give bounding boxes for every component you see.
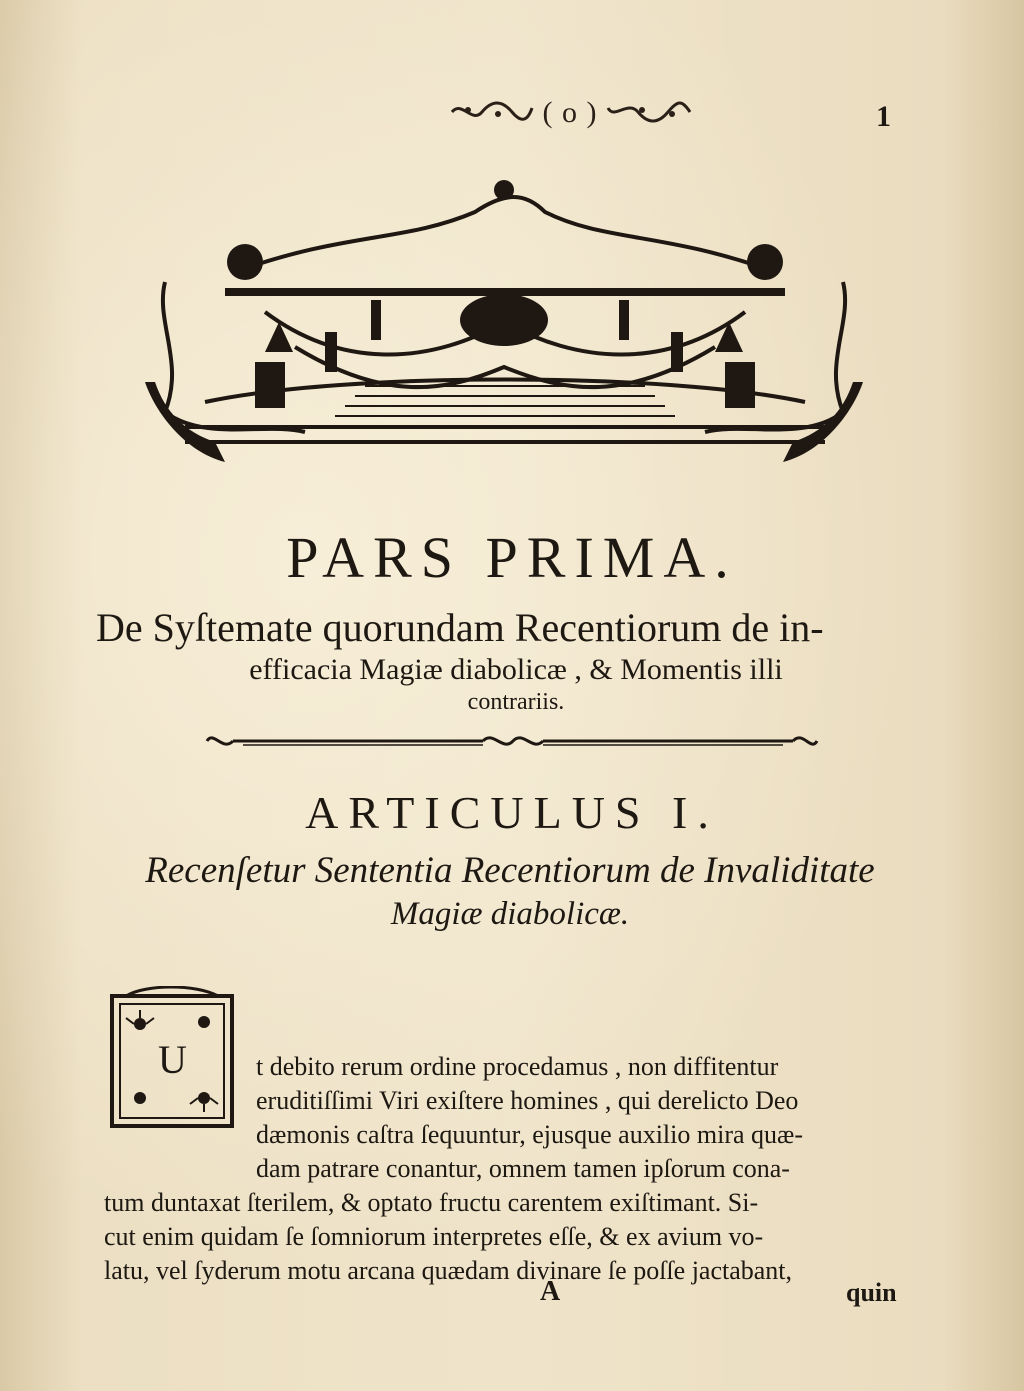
body-line: latu, vel ſyderum motu arcana quædam divinare ſe poſſe jactabant, (104, 1256, 793, 1285)
body-line: eruditiſſimi Viri exiſtere homines , qui derelicto Deo (256, 1086, 799, 1115)
ornamental-divider-icon (203, 726, 821, 756)
subtitle-line-3: contrariis. (467, 689, 565, 715)
page-marker (448, 96, 692, 132)
body-line: tum duntaxat ſterilem, & optato fructu carentem exiſtimant. Si- (104, 1188, 759, 1217)
part-title: PARS PRIMA. (286, 525, 738, 590)
page-marker-text: ( o ) (542, 96, 598, 129)
body-line: t debito rerum ordine procedamus , non diffitentur (256, 1052, 779, 1081)
article-heading: ARTICULUS I. (305, 787, 719, 838)
body-line: dam patrare conantur, omnem tamen ipſorum cona- (256, 1154, 790, 1183)
part-subtitle (96, 604, 936, 717)
body-line: cut enim quidam ſe ſomniorum interpretes eſſe, & ex avium vo- (104, 1222, 764, 1251)
subtitle-line-2: efficacia Magiæ diabolicæ , & Momentis illi (249, 653, 783, 686)
article-subheading-line-1: Recenſetur Sententia Recentiorum de Invaliditate (145, 850, 875, 891)
fleuron-left-icon (448, 98, 534, 132)
fleuron-right-icon (606, 98, 692, 132)
drop-cap-initial: U (158, 1037, 187, 1082)
article-subheading-line-2: Magiæ diabolicæ. (390, 896, 630, 933)
catchword: quin (846, 1278, 897, 1307)
folio-number: 1 (876, 100, 891, 133)
ornamental-headpiece-icon (145, 172, 863, 472)
body-paragraph (104, 1050, 944, 1288)
article-subheading (100, 848, 920, 936)
body-line: dæmonis caſtra ſequuntur, ejusque auxilio mira quæ- (256, 1120, 804, 1149)
signature-mark: A (540, 1276, 561, 1307)
subtitle-line-1: De Syſtemate quorundam Recentiorum de in- (96, 605, 824, 650)
